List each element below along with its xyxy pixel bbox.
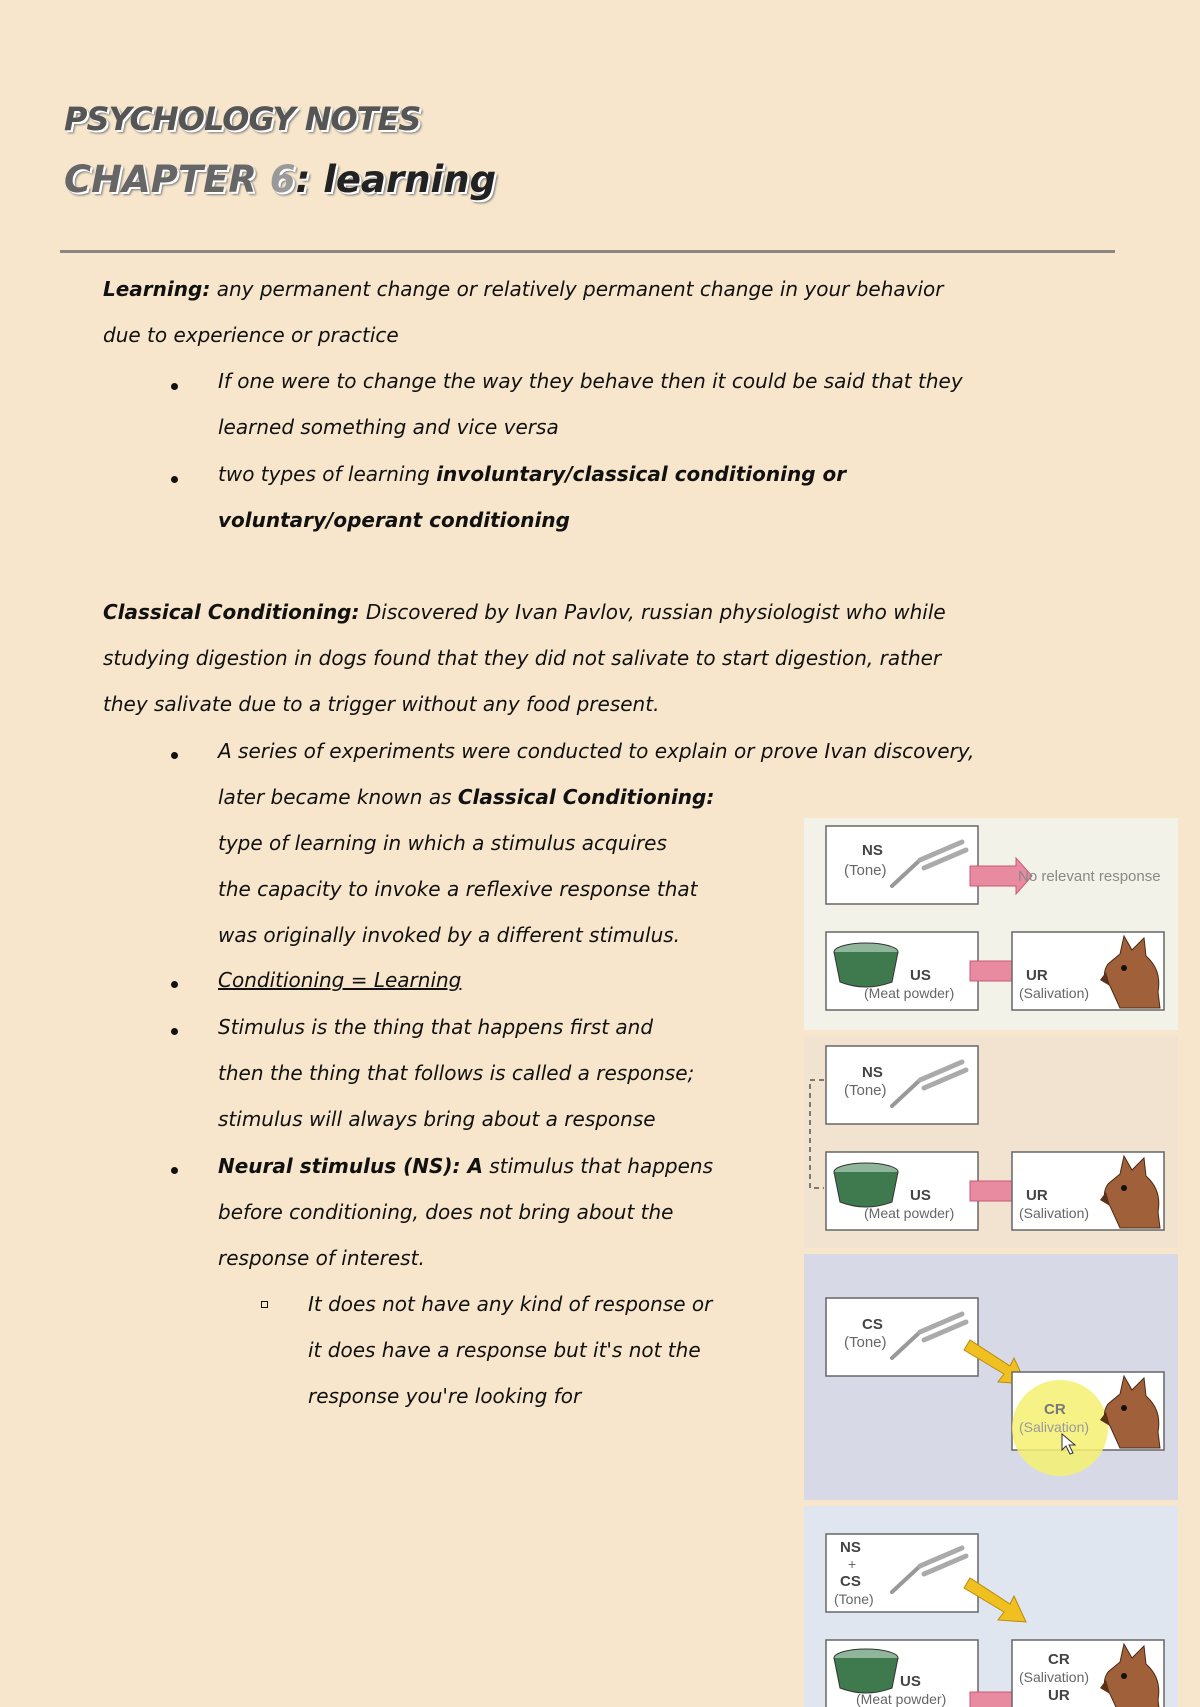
b1-bold: Classical Conditioning: <box>457 785 715 809</box>
bullet-dot <box>171 1028 178 1035</box>
notes-title: PSYCHOLOGY NOTES <box>64 100 421 138</box>
panel1-ur-label: UR <box>1026 967 1048 984</box>
panel1-ns-label: NS <box>862 842 883 859</box>
classical-sub-line1: It does not have any kind of response or <box>308 1292 713 1316</box>
classical-b1-line4: the capacity to invoke a reflexive response that <box>218 877 698 901</box>
classical-line2: studying digestion in dogs found that they did not salivate to start digestion, rather <box>103 646 942 670</box>
b4-rest: stimulus that happens <box>482 1154 713 1178</box>
learning-def-text1: any permanent change or relatively permanent change in your behavior <box>216 277 944 301</box>
classical-sub-line3: response you're looking for <box>308 1384 582 1408</box>
panel3-cr-label: CR <box>1044 1401 1066 1418</box>
no-relevant-response-label: No relevant response <box>1018 868 1161 885</box>
panel4-ur-label: UR <box>1048 1687 1070 1704</box>
panel2-meat-label: (Meat powder) <box>864 1205 955 1221</box>
learning-bullet2-line1 <box>218 451 846 497</box>
chapter-number: 6 <box>269 158 296 201</box>
panel2-salivation-label: (Salivation) <box>1019 1205 1090 1221</box>
title-divider <box>60 250 1115 253</box>
classical-b1-line1: A series of experiments were conducted to explain or prove Ivan discovery, <box>218 739 975 763</box>
diagram-panel-during <box>804 1036 1178 1248</box>
b4-bold: Neural stimulus (NS): A <box>218 1154 483 1178</box>
learning-bullet2-line2 <box>218 497 570 543</box>
panel1-salivation-label: (Salivation) <box>1019 985 1090 1001</box>
classical-b3-line1: Stimulus is the thing that happens first and <box>218 1015 654 1039</box>
panel1-tone-label: (Tone) <box>844 862 887 879</box>
panel3-tone-label: (Tone) <box>844 1334 887 1351</box>
bullet-dot <box>171 752 178 759</box>
bullet-dot <box>171 1167 178 1174</box>
classical-text1: Discovered by Ivan Pavlov, russian physiologist who while <box>365 600 946 624</box>
bullet2-pre: two types of learning <box>218 462 437 486</box>
panel2-tone-label: (Tone) <box>844 1082 887 1099</box>
classical-b4-line1 <box>218 1143 713 1189</box>
bullet2-bold1: involuntary/classical conditioning or <box>436 462 847 486</box>
pavlov-diagram <box>804 818 1178 1707</box>
learning-definition-line1 <box>103 266 1103 312</box>
classical-b3-line2: then the thing that follows is called a response; <box>218 1061 695 1085</box>
panel4-plus-label: + <box>848 1556 857 1572</box>
b1-pre: later became known as <box>218 785 458 809</box>
bullet-dot <box>171 476 178 483</box>
panel4-salivation-label: (Salivation) <box>1019 1669 1090 1685</box>
classical-term: Classical Conditioning: <box>103 600 360 624</box>
panel4-meat-label: (Meat powder) <box>856 1691 947 1707</box>
classical-b4-line2: before conditioning, does not bring about the <box>218 1200 674 1224</box>
sub-bullet-square <box>261 1301 268 1308</box>
bullet-dot <box>171 981 178 988</box>
learning-bullet1-line1: If one were to change the way they behave then it could be said that they <box>218 369 963 393</box>
panel2-us-label: US <box>910 1187 931 1204</box>
classical-b1-line5: was originally invoked by a different stimulus. <box>218 923 681 947</box>
panel4-us-label: US <box>900 1673 921 1690</box>
panel1-meat-label: (Meat powder) <box>864 985 955 1001</box>
chapter-word: CHAPTER <box>64 158 257 201</box>
classical-b2: Conditioning = Learning <box>218 968 462 992</box>
classical-line1 <box>103 589 1103 635</box>
diagram-panel-before <box>804 818 1178 1030</box>
panel4-cr-label: CR <box>1048 1651 1070 1668</box>
classical-sub-line2: it does have a response but it's not the <box>308 1338 701 1362</box>
panel2-ns-label: NS <box>862 1064 883 1081</box>
panel3-cs-label: CS <box>862 1316 883 1333</box>
panel4-cs-label: CS <box>840 1573 861 1590</box>
classical-line3: they salivate due to a trigger without any food present. <box>103 692 660 716</box>
diagram-panel-after <box>804 1254 1178 1500</box>
learning-definition-line2: due to experience or practice <box>103 323 399 347</box>
chapter-topic: : learning <box>295 158 497 201</box>
panel3-salivation-label: (Salivation) <box>1019 1419 1090 1435</box>
classical-b4-line3: response of interest. <box>218 1246 425 1270</box>
classical-b1-line3: type of learning in which a stimulus acquires <box>218 831 667 855</box>
classical-b3-line3: stimulus will always bring about a response <box>218 1107 656 1131</box>
diagram-panel-pairing <box>804 1506 1178 1707</box>
chapter-title <box>64 158 496 201</box>
learning-bullet1-line2: learned something and vice versa <box>218 415 559 439</box>
panel4-tone-label: (Tone) <box>834 1591 874 1607</box>
panel1-us-label: US <box>910 967 931 984</box>
panel2-ur-label: UR <box>1026 1187 1048 1204</box>
classical-b1-line2 <box>218 774 714 820</box>
learning-term: Learning: <box>103 277 211 301</box>
bullet-dot <box>171 383 178 390</box>
panel4-ns-label: NS <box>840 1539 861 1556</box>
bullet2-bold2: voluntary/operant conditioning <box>218 508 570 532</box>
